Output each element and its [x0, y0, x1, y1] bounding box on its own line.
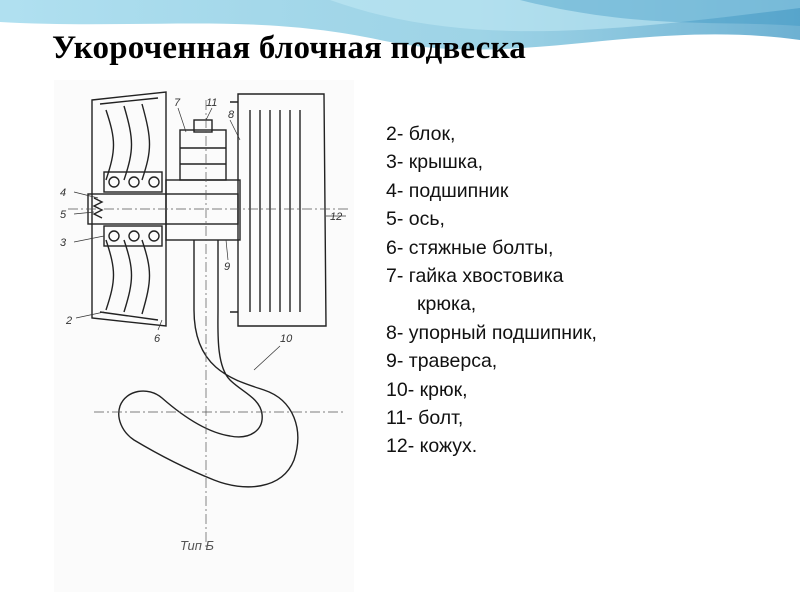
- legend-item: 11- болт,: [386, 407, 464, 430]
- legend-item: 2- блок,: [386, 123, 456, 145]
- parts-legend: [386, 120, 786, 461]
- legend-item: 4- подшипник: [386, 179, 509, 202]
- part-label: 10: [280, 333, 293, 345]
- legend-item: 9- траверса,: [386, 350, 498, 373]
- part-label: 5: [60, 209, 67, 221]
- legend-item: 8- упорный подшипник,: [386, 321, 597, 344]
- part-label: 2: [66, 315, 73, 327]
- part-label: 7: [174, 97, 181, 109]
- drawing-caption: Тип Б: [180, 538, 214, 553]
- legend-item: 6- стяжные болты,: [386, 236, 554, 259]
- part-label: 6: [154, 333, 161, 345]
- legend-item: 12- кожух.: [386, 435, 478, 458]
- part-label: 9: [224, 261, 231, 273]
- part-label: 11: [206, 97, 218, 109]
- legend-item: 10- крюк,: [386, 378, 468, 401]
- part-label: 3: [60, 237, 67, 249]
- hook-block-drawing: [54, 80, 354, 592]
- slide-title: Укороченная блочная подвеска: [52, 30, 526, 66]
- legend-item: крюка,: [417, 293, 477, 316]
- part-label: 8: [228, 109, 235, 121]
- legend-item: 5- ось,: [386, 208, 445, 231]
- part-label: 12: [330, 211, 343, 223]
- part-label: 4: [60, 187, 67, 199]
- legend-item: 7- гайка хвостовика: [386, 265, 564, 288]
- legend-item: 3- крышка,: [386, 151, 484, 174]
